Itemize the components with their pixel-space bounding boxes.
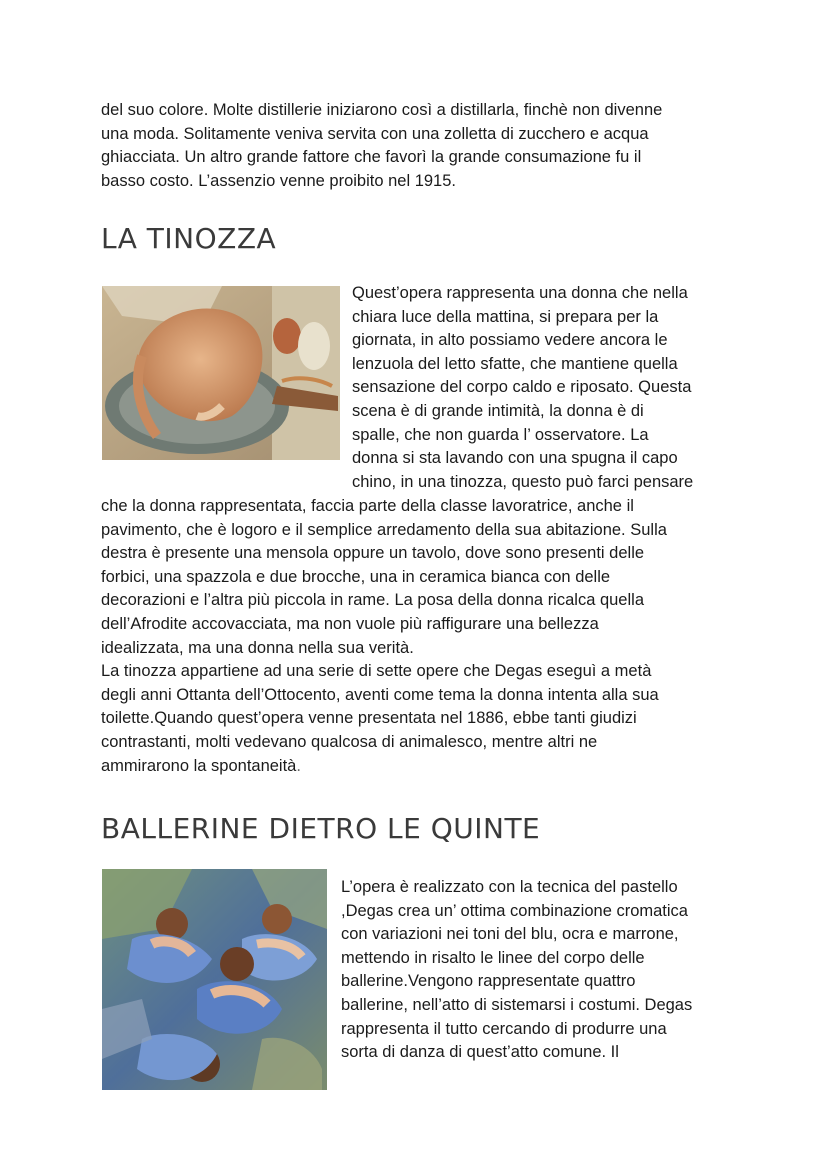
text-fragment: .: [296, 756, 301, 775]
text-line: con variazioni nei toni del blu, ocra e marrone,: [341, 925, 679, 944]
text-line: scena è di grande intimità, la donna è di: [352, 401, 644, 420]
text-line: Quest’opera rappresenta una donna che nella: [352, 284, 688, 302]
tinozza-wrapped-paragraph: [352, 282, 693, 494]
text-line: degli anni Ottanta dell’Ottocento, aventi come tema la donna intenta alla sua: [101, 685, 659, 704]
text-line: del suo colore. Molte distillerie iniziarono così a distillarla, finchè non divenne: [101, 101, 663, 119]
text-line: chino, in una tinozza, questo può farci pensare: [352, 472, 694, 491]
painting-tinozza-icon: [102, 286, 340, 460]
text-line: giornata, in alto possiamo vedere ancora le: [352, 331, 668, 350]
text-line: contrastanti, molti vedevano qualcosa di animalesco, mentre altri ne: [101, 732, 598, 751]
text-line: sorta di danza di quest’atto comune. Il: [341, 1043, 619, 1062]
text-line: destra è presente una mensola oppure un tavolo, dove sono presenti delle: [101, 544, 645, 563]
text-line: una moda. Solitamente veniva servita con una zolletta di zucchero e acqua: [101, 124, 649, 143]
text-line: ballerine.Vengono rappresentate quattro: [341, 972, 636, 991]
text-line: La tinozza appartiene ad una serie di sette opere che Degas eseguì a metà: [101, 662, 652, 681]
text-line: decorazioni e l’altra più piccola in rame. La posa della donna ricalca quella: [101, 591, 644, 610]
text-line: lenzuola del letto sfatte, che mantiene quella: [352, 354, 678, 373]
text-line: donna si sta lavando con una spugna il capo: [352, 449, 678, 468]
painting-tinozza-image: [102, 286, 340, 460]
intro-paragraph: [101, 99, 662, 193]
text-line: ,Degas crea un’ ottima combinazione cromatica: [341, 901, 688, 920]
section-heading-la-tinozza: LA TINOZZA: [101, 222, 277, 255]
text-line: rappresenta il tutto cercando di produrre una: [341, 1019, 667, 1038]
text-fragment: ammirarono la spontaneità: [101, 756, 297, 775]
text-line: L’opera è realizzato con la tecnica del pastello: [341, 878, 678, 896]
painting-ballerine-icon: [102, 869, 327, 1090]
text-line: chiara luce della mattina, si prepara per la: [352, 307, 659, 326]
text-line: forbici, una spazzola e due brocche, una in ceramica bianca con delle: [101, 567, 611, 586]
section-heading-ballerine: BALLERINE DIETRO LE QUINTE: [101, 812, 541, 845]
text-line: che la donna rappresentata, faccia parte della classe lavoratrice, anche il: [101, 497, 634, 515]
ballerine-wrapped-paragraph: [341, 876, 692, 1065]
text-line: idealizzata, ma una donna nella sua verità.: [101, 638, 414, 657]
tinozza-continued-paragraph: [101, 495, 667, 778]
text-line: toilette.Quando quest’opera venne presentata nel 1886, ebbe tanti giudizi: [101, 709, 637, 728]
text-line: spalle, che non guarda l’ osservatore. La: [352, 425, 649, 444]
text-line: ballerine, nell’atto di sistemarsi i costumi. Degas: [341, 995, 693, 1014]
painting-ballerine-image: [102, 869, 327, 1090]
text-line: ghiacciata. Un altro grande fattore che favorì la grande consumazione fu il: [101, 148, 642, 167]
text-line: pavimento, che è logoro e il semplice arredamento della sua abitazione. Sulla: [101, 520, 667, 539]
text-line: mettendo in risalto le linee del corpo delle: [341, 948, 645, 967]
text-line: sensazione del corpo caldo e riposato. Questa: [352, 378, 692, 397]
text-line: dell’Afrodite accovacciata, ma non vuole più raffigurare una bellezza: [101, 614, 599, 633]
text-line: [101, 755, 667, 779]
text-line: basso costo. L’assenzio venne proibito nel 1915.: [101, 171, 456, 190]
